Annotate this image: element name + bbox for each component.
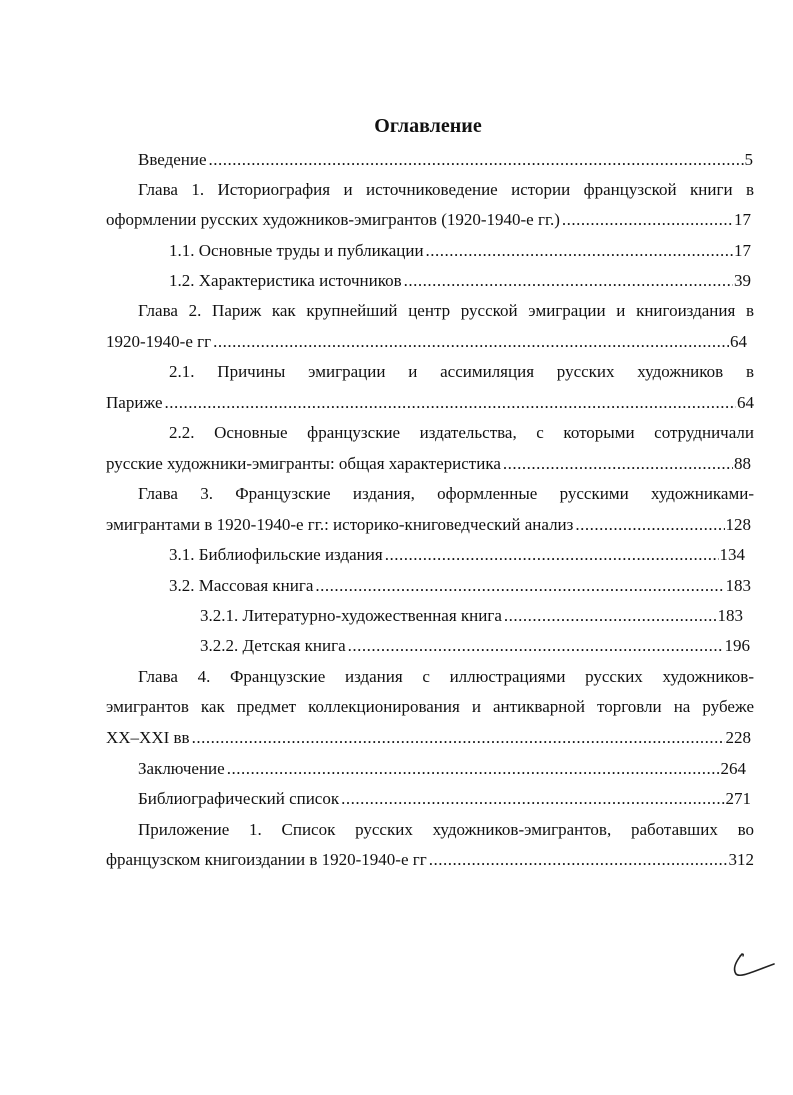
toc-entry-label: Библиографический список <box>138 789 340 808</box>
toc-entry-section-2-1[interactable] <box>106 392 754 414</box>
page-number: 64 <box>730 332 747 351</box>
toc-entry-label: XX–XXI вв <box>106 728 190 747</box>
toc-entry-label: 3.2.1. Литературно-художественная книга <box>200 606 502 625</box>
toc-entry-section-3-1[interactable] <box>169 544 745 566</box>
dot-leader <box>426 240 733 262</box>
page-number: 5 <box>744 150 753 169</box>
page-number: 264 <box>720 759 746 778</box>
toc-entry-chapter-1[interactable] <box>106 209 751 231</box>
page-number: 88 <box>734 454 751 473</box>
toc-title: Оглавление <box>374 115 482 137</box>
dot-leader <box>404 270 733 292</box>
toc-entry-label: Париже <box>106 393 163 412</box>
handwritten-signature <box>728 950 778 980</box>
toc-entry-label: Заключение <box>138 759 225 778</box>
toc-entry-section-2-2[interactable] <box>106 453 751 475</box>
toc-entry-label: 1.2. Характеристика источников <box>169 271 402 290</box>
dot-leader <box>562 209 733 231</box>
toc-entry-chapter-4-line-1[interactable]: Глава 4. Французские издания с иллюстрациями русских художников- <box>138 667 754 686</box>
toc-entry-label: 1.1. Основные труды и публикации <box>169 241 424 260</box>
dot-leader <box>575 514 724 536</box>
toc-entry-label: 3.2. Массовая книга <box>169 576 314 595</box>
toc-entry-section-3-2[interactable] <box>169 575 751 597</box>
toc-entry-label: Введение <box>138 150 207 169</box>
toc-entry-chapter-3[interactable] <box>106 514 751 536</box>
dot-leader <box>165 392 737 414</box>
toc-entry-appendix-1-line-1[interactable]: Приложение 1. Список русских художников-эмигрантов, работавших во <box>138 820 754 839</box>
dot-leader <box>227 758 720 780</box>
toc-entry-conclusion[interactable] <box>138 758 746 780</box>
toc-entry-label: 1920-1940-е гг <box>106 332 212 351</box>
dot-leader <box>504 605 717 627</box>
dot-leader <box>192 727 725 749</box>
toc-entry-chapter-1-line-1[interactable]: Глава 1. Историография и источниковедение истории французской книги в <box>138 180 754 199</box>
page-number: 196 <box>724 636 750 655</box>
page-number: 183 <box>725 576 751 595</box>
dot-leader <box>209 149 744 171</box>
dot-leader <box>348 635 724 657</box>
toc-entry-label: русские художники-эмигранты: общая характеристика <box>106 454 501 473</box>
dot-leader <box>213 331 729 353</box>
toc-entry-bibliography[interactable] <box>138 788 751 810</box>
page-number: 312 <box>728 850 754 869</box>
page-number: 17 <box>734 241 751 260</box>
page-number: 17 <box>734 210 751 229</box>
toc-entry-label: эмигрантами в 1920-1940-е гг.: историко-книговедческий анализ <box>106 515 574 534</box>
toc-entry-section-1-1[interactable] <box>169 240 751 262</box>
toc-entry-chapter-4-line-2[interactable]: эмигрантов как предмет коллекционирования и антикварной торговли на рубеже <box>106 697 754 716</box>
page-number: 228 <box>725 728 751 747</box>
toc-entry-label: 3.1. Библиофильские издания <box>169 545 383 564</box>
toc-entry-section-1-2[interactable] <box>169 270 751 292</box>
toc-entry-appendix-1[interactable] <box>106 849 754 871</box>
toc-entry-chapter-2-line-1[interactable]: Глава 2. Париж как крупнейший центр русской эмиграции и книгоиздания в <box>138 301 754 320</box>
page-number: 183 <box>717 606 743 625</box>
toc-entry-section-2-2-line-1[interactable]: 2.2. Основные французские издательства, с которыми сотрудничали <box>169 423 754 442</box>
page-number: 128 <box>725 515 751 534</box>
dot-leader <box>315 575 724 597</box>
dot-leader <box>503 453 733 475</box>
page-number: 271 <box>725 789 751 808</box>
toc-entry-section-3-2-2[interactable] <box>200 635 750 657</box>
dot-leader <box>429 849 728 871</box>
page-number: 39 <box>734 271 751 290</box>
toc-entry-label: французском книгоиздании в 1920-1940-е гг <box>106 850 427 869</box>
toc-entry-chapter-4[interactable] <box>106 727 751 749</box>
dot-leader <box>341 788 724 810</box>
toc-entry-section-2-1-line-1[interactable]: 2.1. Причины эмиграции и ассимиляция русских художников в <box>169 362 754 381</box>
toc-entry-intro[interactable] <box>138 149 753 171</box>
toc-entry-label: 3.2.2. Детская книга <box>200 636 346 655</box>
page-number: 64 <box>737 393 754 412</box>
toc-entry-chapter-3-line-1[interactable]: Глава 3. Французские издания, оформленные русскими художниками- <box>138 484 754 503</box>
toc-entry-chapter-2[interactable] <box>106 331 747 353</box>
toc-entry-section-3-2-1[interactable] <box>200 605 743 627</box>
toc-entry-label: оформлении русских художников-эмигрантов (1920-1940-е гг.) <box>106 210 560 229</box>
dot-leader <box>385 544 719 566</box>
page-number: 134 <box>719 545 745 564</box>
